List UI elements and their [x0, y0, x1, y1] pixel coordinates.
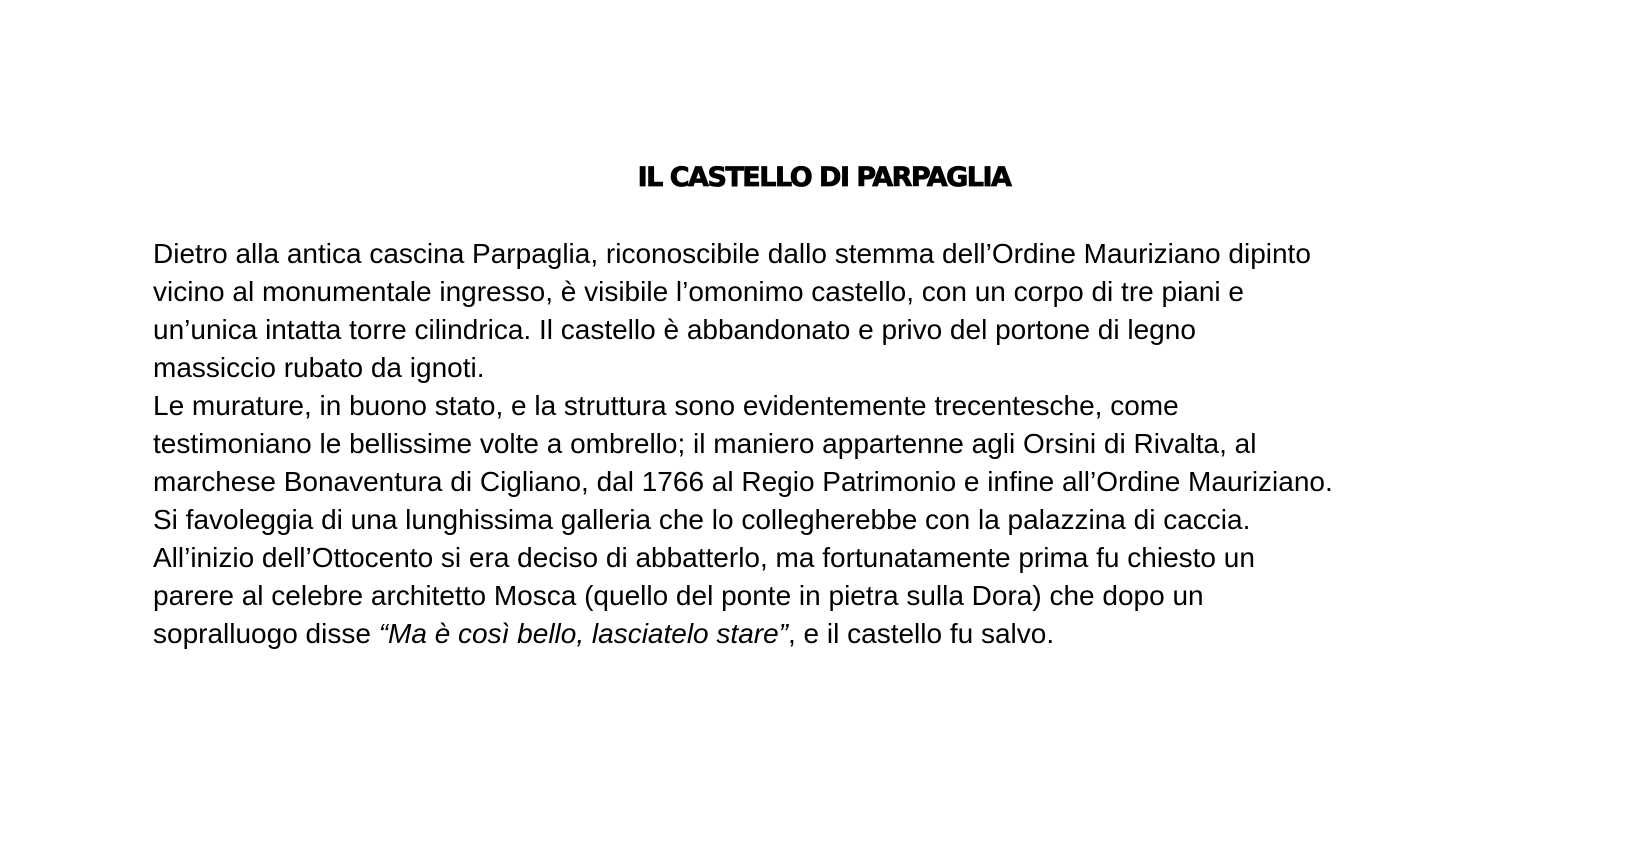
body-line: All’inizio dell’Ottocento si era deciso di abbatterlo, ma fortunatamente prima fu chiesto un: [153, 542, 1255, 573]
body-line: massiccio rubato da ignoti.: [153, 352, 485, 383]
body-line: Si favoleggia di una lunghissima galleria che lo collegherebbe con la palazzina di caccia.: [153, 504, 1251, 535]
italic-quote: “Ma è così bello, lasciatelo stare”: [378, 618, 788, 649]
body-line: vicino al monumentale ingresso, è visibile l’omonimo castello, con un corpo di tre piani e: [153, 276, 1245, 307]
body-line: parere al celebre architetto Mosca (quello del ponte in pietra sulla Dora) che dopo un: [153, 580, 1204, 611]
last-line-after: , e il castello fu salvo.: [787, 618, 1055, 649]
body-line: Le murature, in buono stato, e la struttura sono evidentemente trecentesche, come: [153, 390, 1179, 421]
body-line: Dietro alla antica cascina Parpaglia, riconoscibile dallo stemma dell’Ordine Mauriziano dipinto: [153, 238, 1311, 269]
body-line: marchese Bonaventura di Cigliano, dal 1766 al Regio Patrimonio e infine all’Ordine Mauriziano.: [153, 466, 1333, 497]
body-line: un’unica intatta torre cilindrica. Il castello è abbandonato e privo del portone di legno: [153, 314, 1196, 345]
body-line-last: [153, 615, 1553, 653]
body-line: testimoniano le bellissime volte a ombrello; il maniero appartenne agli Orsini di Rivalta, al: [153, 428, 1257, 459]
last-line-before: sopralluogo disse: [153, 618, 379, 649]
document-body: [153, 235, 1553, 653]
document-title: IL CASTELLO DI PARPAGLIA: [637, 162, 1011, 193]
